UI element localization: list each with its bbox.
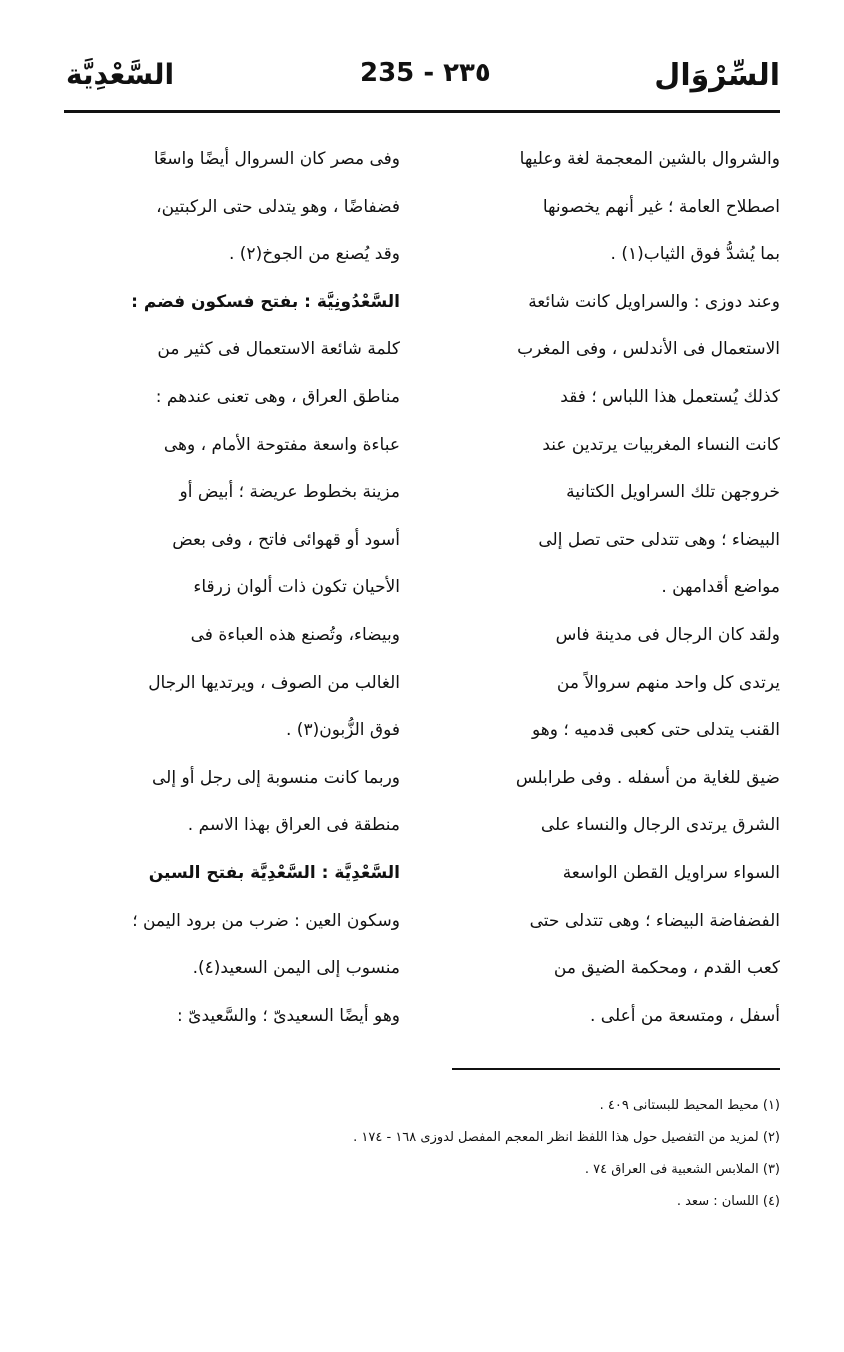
footnote: (١) محيط المحيط للبستانى ٤٠٩ .: [599, 1098, 780, 1113]
text-line: خروجهن تلك السراويل الكتانية: [566, 482, 780, 503]
text-line: اصطلاح العامة ؛ غير أنهم يخصونها: [542, 196, 780, 217]
text-line: وعند دوزى : والسراويل كانت شائعة: [528, 291, 780, 312]
text-line: الأحيان تكون ذات ألوان زرقاء: [193, 577, 400, 598]
header-last-entry: السَّعْدِيَّة: [66, 58, 175, 91]
text-line: بما يُشدُّ فوق الثياب(١) .: [610, 244, 780, 265]
text-line: مواضع أقدامهن .: [661, 577, 780, 598]
text-line: الغالب من الصوف ، ويرتديها الرجال: [148, 672, 400, 693]
text-line: الفضفاضة البيضاء ؛ وهى تتدلى حتى: [529, 910, 780, 931]
header-rule: [64, 110, 780, 113]
text-line: منسوب إلى اليمن السعيد(٤).: [192, 958, 400, 979]
text-line: القنب يتدلى حتى كعبى قدميه ؛ وهو: [531, 720, 780, 741]
page-number: 235 - ٢٣٥: [360, 58, 491, 88]
text-line: كانت النساء المغربيات يرتدين عند: [542, 434, 780, 455]
text-line: وقد يُصنع من الجوخ(٢) .: [228, 244, 400, 265]
footnote-rule: [452, 1068, 780, 1070]
text-line: أسود أو قهوائى فاتح ، وفى بعض: [172, 529, 400, 550]
right-column: [440, 136, 780, 1040]
text-line: وربما كانت منسوبة إلى رجل أو إلى: [152, 767, 400, 788]
text-line: وسكون العين : ضرب من برود اليمن ؛: [132, 910, 400, 931]
text-line: مزينة بخطوط عريضة ؛ أبيض أو: [179, 482, 400, 503]
text-line: الشرق يرتدى الرجال والنساء على: [540, 815, 780, 836]
footnote: (٢) لمزيد من التفصيل حول هذا اللفظ انظر المعجم المفصل لدوزى ١٦٨ - ١٧٤ .: [353, 1130, 780, 1145]
footnote: (٣) الملابس الشعبية فى العراق ٧٤ .: [584, 1162, 780, 1177]
text-line: ضيق للغاية من أسفله . وفى طرابلس: [515, 767, 780, 788]
text-line: منطقة فى العراق بهذا الاسم .: [187, 815, 400, 836]
text-line: البيضاء ؛ وهى تتدلى حتى تصل إلى: [538, 529, 780, 550]
text-line: فوق الزُّبون(٣) .: [285, 720, 400, 741]
text-line: مناطق العراق ، وهى تعنى عندهم :: [155, 386, 400, 407]
entry-heading-line: السَّعْدُونِيَّة : بفتح فسكون فضم :: [131, 291, 400, 312]
text-line: وبيضاء، وتُصنع هذه العباءة فى: [190, 624, 400, 645]
text-line: كذلك يُستعمل هذا اللباس ؛ فقد: [560, 386, 780, 407]
text-line: وهو أيضًا السعيدىّ ؛ والسَّعيدىّ :: [177, 1005, 400, 1026]
text-line: فضفاضًا ، وهو يتدلى حتى الركبتين،: [156, 196, 400, 217]
left-column: [64, 136, 400, 1040]
text-line: أسفل ، ومتسعة من أعلى .: [590, 1005, 780, 1026]
entry-heading-line: السَّعْدِيَّة : السَّعْدِيَّة بفتح السين: [148, 862, 400, 883]
text-line: وفى مصر كان السروال أيضًا واسعًا: [153, 149, 400, 169]
header-entry-title: السِّرْوَال: [654, 58, 780, 93]
footnotes: [180, 1090, 780, 1218]
text-line: كلمة شائعة الاستعمال فى كثير من: [157, 339, 400, 360]
text-line: الاستعمال فى الأندلس ، وفى المغرب: [517, 339, 780, 360]
text-line: كعب القدم ، ومحكمة الضيق من: [553, 958, 780, 979]
text-line: يرتدى كل واحد منهم سروالاً من: [556, 672, 780, 693]
text-line: والشروال بالشين المعجمة لغة وعليها: [519, 149, 780, 169]
text-line: ولقد كان الرجال فى مدينة فاس: [555, 624, 780, 645]
text-line: عباءة واسعة مفتوحة الأمام ، وهى: [163, 434, 400, 455]
text-line: السواء سراويل القطن الواسعة: [562, 862, 780, 883]
footnote: (٤) اللسان : سعد .: [676, 1194, 780, 1209]
